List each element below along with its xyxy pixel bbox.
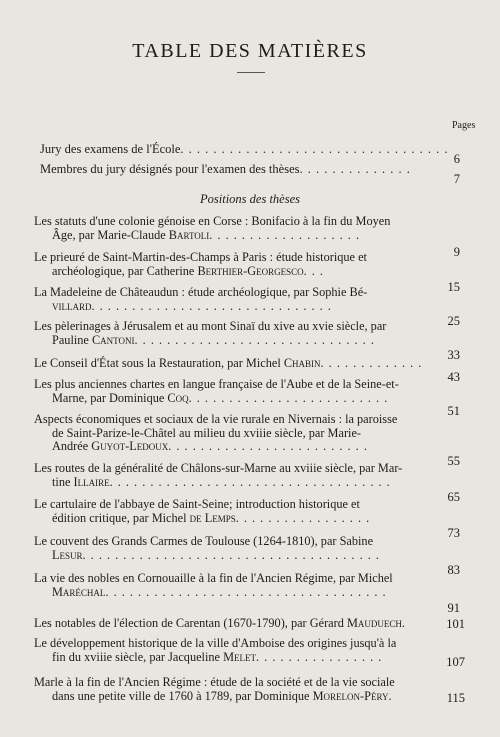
toc-page-number: 9: [453, 245, 460, 259]
toc-entry: [34, 617, 450, 631]
toc-leader: . . . . . . . . . . . . . . . . . . . . . . . . . . . . . .: [91, 298, 332, 313]
toc-page-number: 107: [446, 655, 465, 669]
toc-front-text: Membres du jury désignés pour l'examen des thèses: [40, 162, 300, 176]
entry-author: Cantoni: [91, 332, 135, 347]
entry-text: Aspects économiques et sociaux de la vie rurale en Nivernais : la paroisse: [34, 412, 398, 426]
toc-front-row: [40, 142, 449, 156]
toc-entry: [34, 413, 450, 454]
toc-entry: [34, 378, 450, 405]
entry-text: Le développement historique de la ville d'Amboise des origines jusqu'à la: [34, 636, 397, 650]
entry-author: de Lemps: [189, 510, 236, 525]
entry-text: Les plus anciennes chartes en langue française de l'Aube et de la Seine-et-: [34, 377, 399, 391]
title-rule: [237, 72, 265, 73]
toc-page-number: 51: [447, 404, 460, 418]
entry-text: Le couvent des Grands Carmes de Toulouse (1264-1810), par Sabine: [34, 534, 374, 548]
toc-entry: [34, 251, 450, 278]
entry-text: Andrée: [52, 439, 92, 454]
entry-text: Les pèlerinages à Jérusalem et au mont Sinaï du xive au xvie siècle, par: [34, 319, 387, 333]
entry-author: Coq: [167, 390, 189, 405]
toc-leader: . . . . . . . . . . . . . . . . . . . . . . . . . . . . . . . . . . .: [109, 474, 391, 489]
section-heading: Positions des thèses: [200, 192, 300, 206]
page-title: TABLE DES MATIÈRES: [132, 40, 368, 62]
toc-page-number: 101: [446, 617, 465, 631]
toc-entry: [34, 357, 450, 371]
entry-author: Melet: [223, 649, 257, 664]
entry-text: tine: [52, 474, 74, 489]
toc-page-number: 6: [453, 152, 460, 166]
entry-text: Le cartulaire de l'abbaye de Saint-Seine; introduction historique et: [34, 497, 360, 511]
toc-entry: [34, 637, 450, 664]
toc-leader: . . .: [303, 263, 324, 278]
entry-text: Les routes de la généralité de Châlons-sur-Marne au xviiie siècle, par Mar-: [34, 461, 403, 475]
entry-author: villard: [52, 298, 92, 313]
entry-author: Bartoli: [168, 227, 210, 242]
toc-entry: [34, 462, 450, 489]
toc-entry: [34, 572, 450, 599]
entry-text: fin du xviiie siècle, par Jacqueline: [52, 649, 224, 664]
toc-entry: [34, 535, 450, 562]
entry-text: Marne, par Dominique: [52, 390, 168, 405]
entry-author: Chabin: [283, 356, 321, 370]
entry-text: La Madeleine de Châteaudun : étude archéologique, par Sophie Bé-: [34, 285, 368, 299]
pages-column-header: Pages: [452, 120, 476, 131]
toc-page-number: 91: [447, 601, 460, 615]
entry-text: Marle à la fin de l'Ancien Régime : étude de la société et de la vie sociale: [34, 675, 395, 689]
toc-leader: . . . . . . . . . . . . . . . . . . . . . . . . . . . . . . . . . . .: [105, 584, 387, 599]
toc-page-number: 55: [447, 454, 460, 468]
toc-page-number: 7: [453, 172, 460, 186]
toc-leader: .: [388, 688, 393, 703]
toc-leader: . . . . . . . . . . . . . .: [299, 162, 411, 176]
toc-leader: .: [401, 616, 406, 630]
toc-front-text: Jury des examens de l'École: [40, 142, 181, 156]
toc-leader: . . . . . . . . . . . . . . . . . . . . . . . . .: [188, 390, 389, 405]
toc-entry: [34, 676, 450, 703]
toc-leader: . . . . . . . . . . . . . . . . . . . . . . . . . . . . . . . . .: [180, 142, 449, 156]
entry-text: Les statuts d'une colonie génoise en Corse : Bonifacio à la fin du Moyen: [34, 214, 391, 228]
entry-author: Mauduech: [346, 616, 402, 630]
toc-leader: . . . . . . . . . . . . . . . . . . . . . . . . . . . . . .: [134, 332, 375, 347]
toc-leader: . . . . . . . . . . . . . . . .: [256, 649, 383, 664]
entry-text: Les notables de l'élection de Carentan (1670-1790), par Gérard: [34, 616, 347, 630]
entry-author: Maréchal: [52, 584, 106, 599]
toc-leader: . . . . . . . . . . . . . . . . . . .: [209, 227, 361, 242]
toc-page-number: 115: [446, 691, 465, 705]
toc-entry: [34, 320, 450, 347]
entry-author: Illaire: [73, 474, 110, 489]
entry-text: édition critique, par Michel: [52, 510, 190, 525]
entry-author: Guyot-Ledoux: [91, 439, 169, 454]
entry-text: de Saint-Parize-le-Châtel au milieu du xviiie siècle, par Marie-: [52, 425, 362, 440]
entry-text: Le Conseil d'État sous la Restauration, par Michel: [34, 356, 284, 370]
toc-leader: . . . . . . . . . . . . . . . . .: [235, 510, 371, 525]
entry-author: Berthier-Georgesco: [197, 263, 304, 278]
entry-author: Lesur: [52, 547, 83, 562]
entry-text: Âge, par Marie-Claude: [52, 227, 169, 242]
toc-leader: . . . . . . . . . . . . .: [320, 356, 423, 370]
toc-page-number: 43: [447, 370, 460, 384]
entry-text: Le prieuré de Saint-Martin-des-Champs à Paris : étude historique et: [34, 250, 367, 264]
toc-page-number: 33: [447, 348, 460, 362]
entry-text: La vie des nobles en Cornouaille à la fin de l'Ancien Régime, par Michel: [34, 571, 393, 585]
entry-text: archéologique, par Catherine: [52, 263, 198, 278]
toc-leader: . . . . . . . . . . . . . . . . . . . . . . . . .: [168, 439, 368, 454]
toc-front-row: [40, 162, 411, 176]
toc-page-number: 25: [447, 314, 460, 328]
toc-entry: [34, 498, 450, 525]
entry-author: Morelon-Péry: [312, 688, 389, 703]
toc-entry: [34, 215, 450, 242]
toc-page-number: 73: [447, 526, 460, 540]
toc-page-number: 65: [447, 490, 460, 504]
toc-leader: . . . . . . . . . . . . . . . . . . . . . . . . . . . . . . . . . . . . .: [82, 547, 380, 562]
entry-text: dans une petite ville de 1760 à 1789, par Dominique: [52, 688, 313, 703]
entry-text: Pauline: [52, 332, 92, 347]
toc-page-number: 15: [447, 280, 460, 294]
toc-page-number: 83: [447, 563, 460, 577]
toc-entry: [34, 286, 450, 313]
